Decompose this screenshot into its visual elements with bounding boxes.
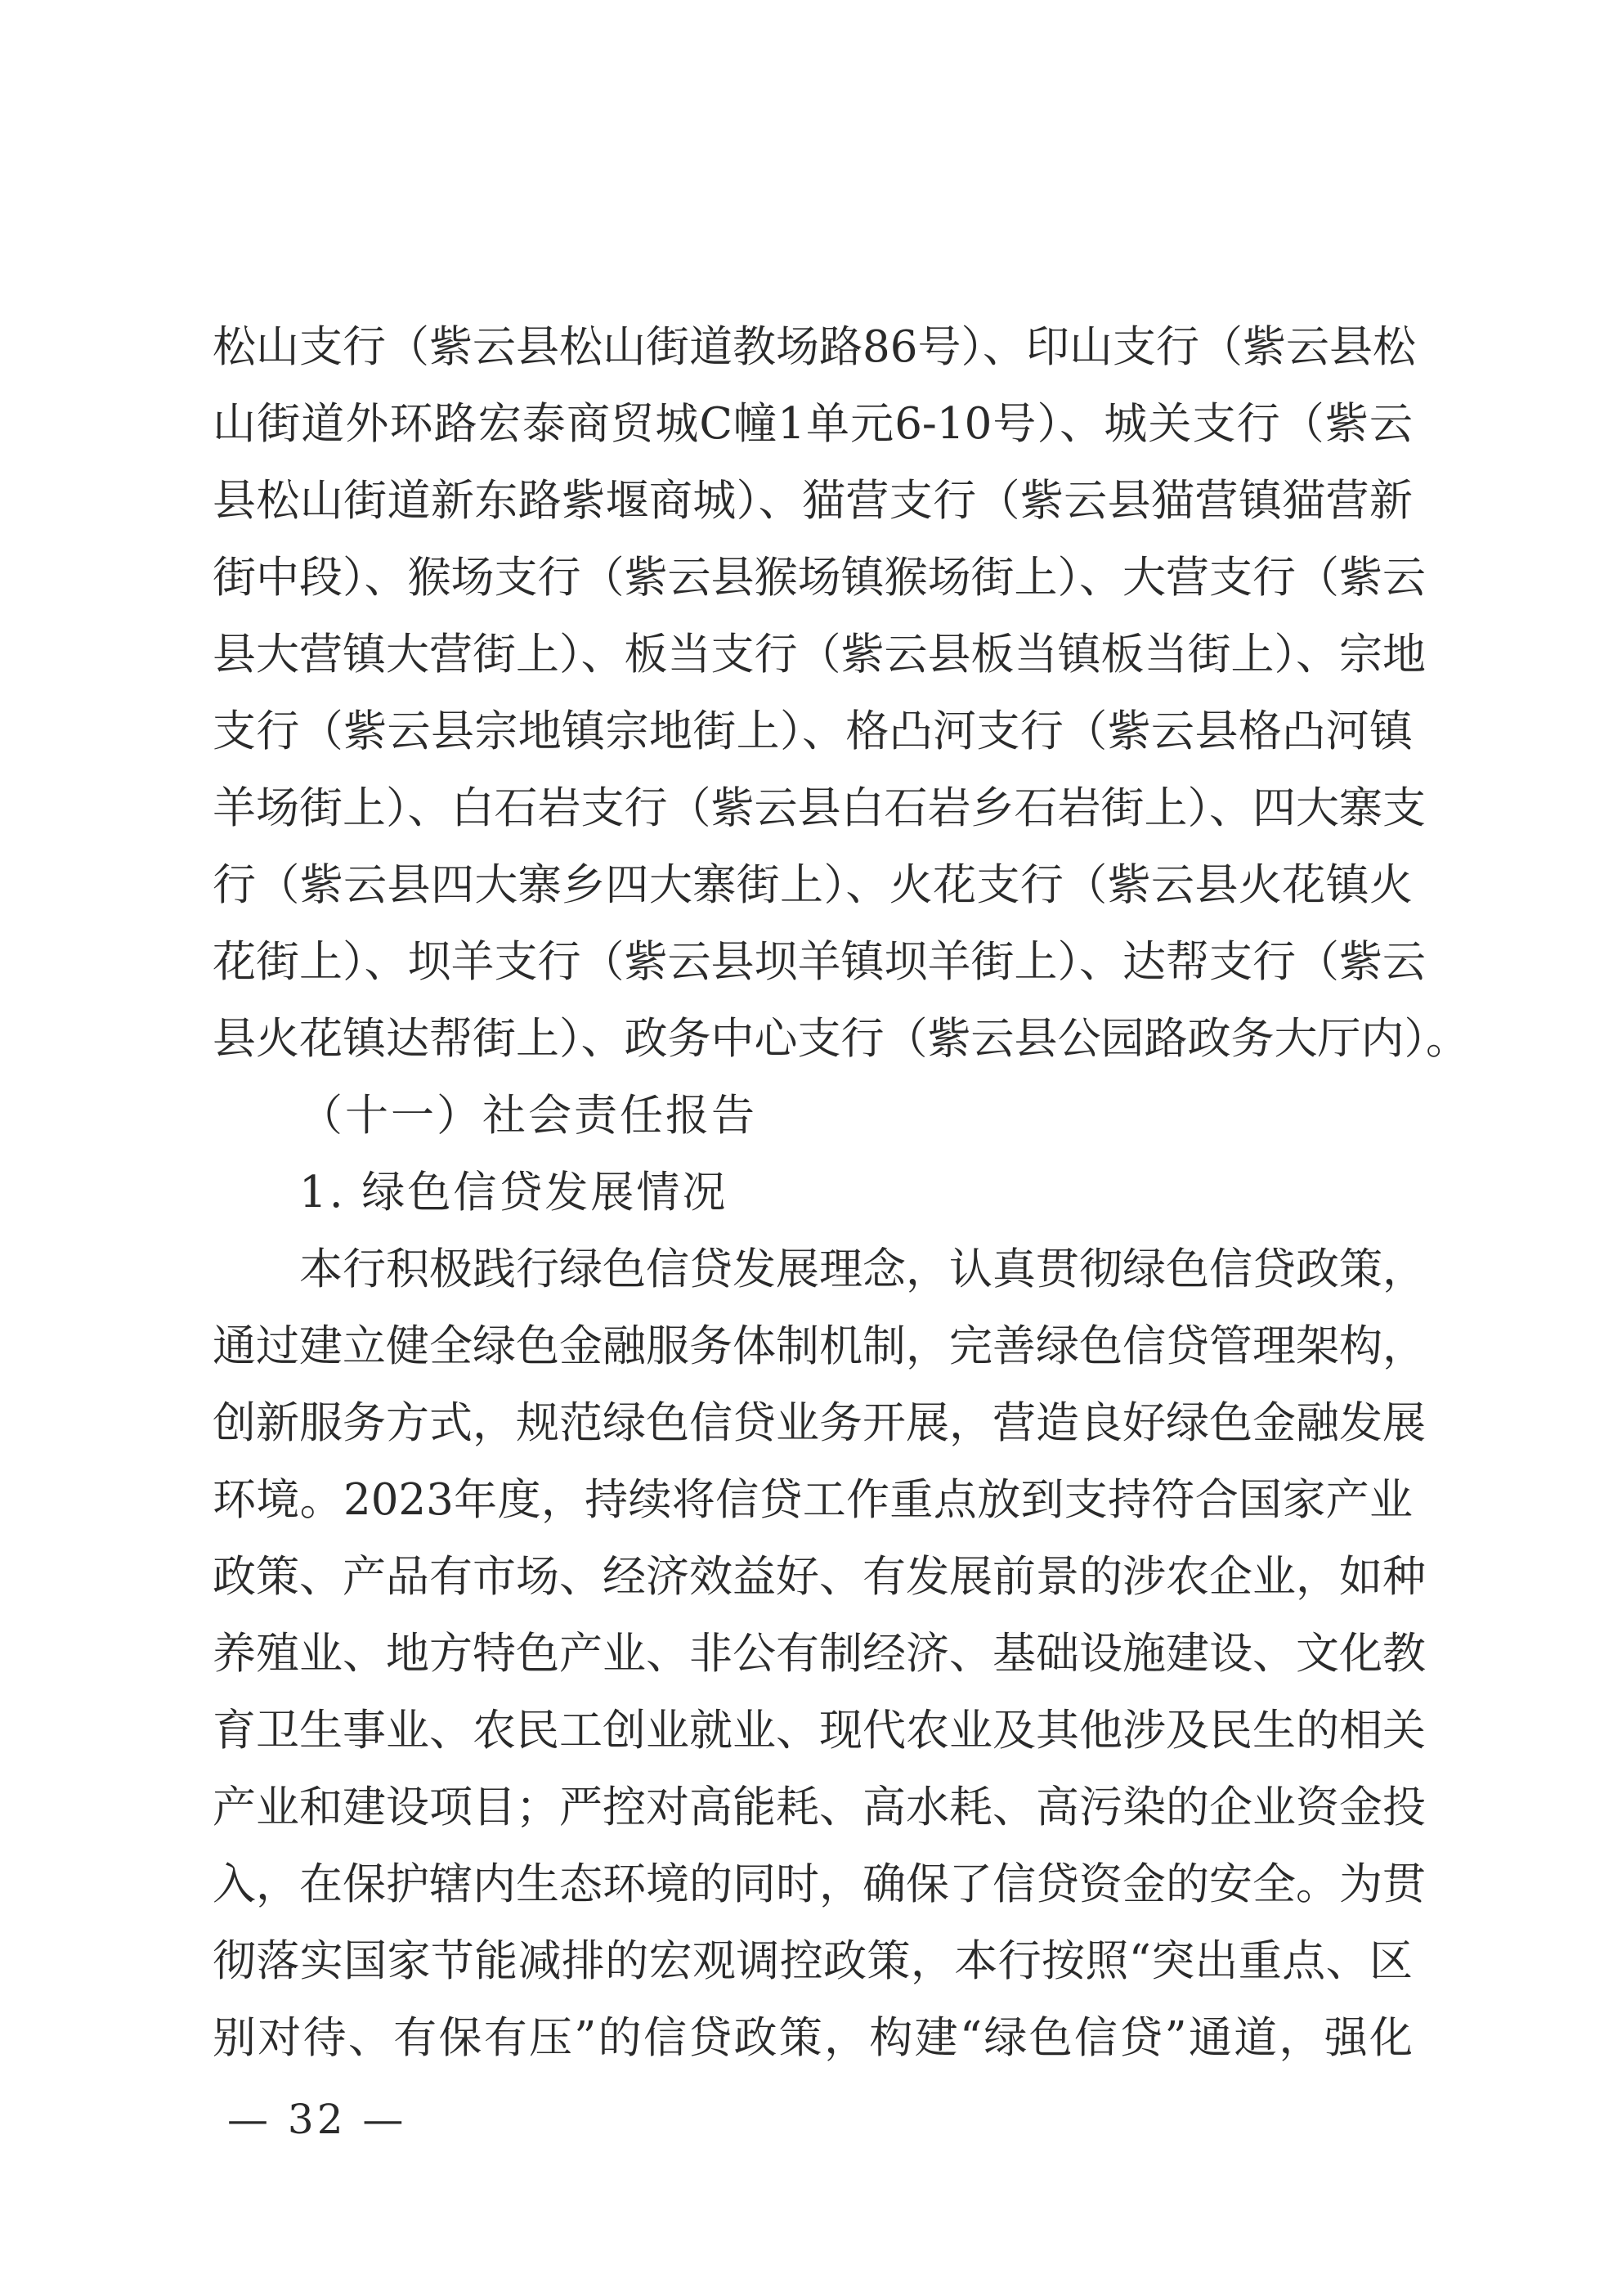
paragraph-line: 育卫生事业、农民工创业就业、现代农业及其他涉及民生的相关 <box>213 1706 1426 1756</box>
paragraph-line: 花街上）、坝羊支行（紫云县坝羊镇坝羊街上）、达帮支行（紫云 <box>213 937 1426 987</box>
paragraph-line: 行（紫云县四大寨乡四大寨街上）、火花支行（紫云县火花镇火 <box>213 860 1413 910</box>
paragraph-line: 环境。2023年度，持续将信贷工作重点放到支持符合国家产业 <box>213 1475 1413 1525</box>
paragraph-line: 山街道外环路宏泰商贸城C幢1单元6-10号）、城关支行（紫云 <box>213 399 1413 449</box>
paragraph-line: 松山支行（紫云县松山街道教场路86号）、印山支行（紫云县松 <box>213 322 1416 372</box>
paragraph-line: 别对待、有保有压”的信贷政策，构建“绿色信贷”通道，强化 <box>213 2013 1413 2063</box>
paragraph-line: 县火花镇达帮街上）、政务中心支行（紫云县公园路政务大厅内）。 <box>213 1014 1469 1064</box>
subsection-heading: 1. 绿色信贷发展情况 <box>299 1168 728 1218</box>
paragraph-line: 支行（紫云县宗地镇宗地街上）、格凸河支行（紫云县格凸河镇 <box>213 706 1413 756</box>
paragraph-line: 县大营镇大营街上）、板当支行（紫云县板当镇板当街上）、宗地 <box>213 630 1426 679</box>
paragraph-line: 入，在保护辖内生态环境的同时，确保了信贷资金的安全。为贯 <box>213 1859 1426 1909</box>
page-number: — 32 — <box>227 2096 407 2143</box>
paragraph-line: 通过建立健全绿色金融服务体制机制，完善绿色信贷管理架构， <box>213 1321 1426 1371</box>
section-heading: （十一）社会责任报告 <box>299 1091 757 1141</box>
paragraph-line: 政策、产品有市场、经济效益好、有发展前景的涉农企业，如种 <box>213 1552 1426 1602</box>
paragraph-line: 创新服务方式，规范绿色信贷业务开展，营造良好绿色金融发展 <box>213 1398 1426 1448</box>
document-body <box>213 309 1469 2077</box>
paragraph-line: 羊场街上）、白石岩支行（紫云县白石岩乡石岩街上）、四大寨支 <box>213 783 1426 833</box>
paragraph-line: 街中段）、猴场支行（紫云县猴场镇猴场街上）、大营支行（紫云 <box>213 553 1426 603</box>
paragraph-line: 县松山街道新东路紫堰商城）、猫营支行（紫云县猫营镇猫营新 <box>213 476 1413 526</box>
paragraph-line: 养殖业、地方特色产业、非公有制经济、基础设施建设、文化教 <box>213 1629 1426 1679</box>
paragraph-line: 彻落实国家节能减排的宏观调控政策，本行按照“突出重点、区 <box>213 1936 1413 1986</box>
paragraph-line: 产业和建设项目；严控对高能耗、高水耗、高污染的企业资金投 <box>213 1783 1426 1832</box>
paragraph-line: 本行积极践行绿色信贷发展理念，认真贯彻绿色信贷政策， <box>299 1244 1426 1294</box>
